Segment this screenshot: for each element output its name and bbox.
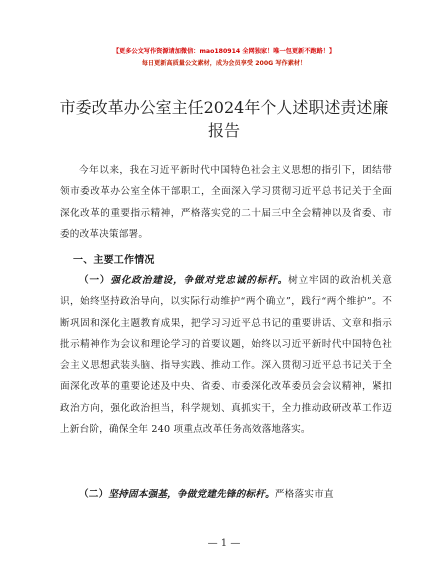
subsection-2-label: （二） (79, 489, 109, 500)
promo-banner-line2: 每日更新高质量公文素材，成为会员享受 200G 写作素材！ (141, 60, 307, 67)
subsection-1-body: 树立牢固的政治机关意识，始终坚持政治导向，以实际行动维护“两个确立”，践行“两个维护”。不断巩固和深化主题教育成果，把学习习近平总书记的重要讲话、文章和指示批示精神作为会议和理论学习的首要议题，始终以习近平新时代中国特色社会主义思想武装头脑、指导实践、推动工作。深入贯彻习近平总书记关于全面深化改革的重要论述及中央、省委、市委深化改革委员会会议精神，紧扣政治方向，强化政治担当，科学规划、真抓实干，全力推动政研改革工作迈上新台阶，确保全年 240 项重点改革任务高效落地落实。 (60, 275, 392, 436)
subsection-1-paragraph (60, 270, 392, 440)
subsection-1-label: （一） (79, 275, 111, 286)
document-title-line1: 市委改革办公室主任2024年个人述职述责述廉 (59, 98, 389, 117)
promo-banner-line1: 【更多公文写作资源请加微信：mao180914 全网独家！唯一包更新不跑路！】 (112, 48, 336, 55)
subsection-2-lead: 坚持固本强基，争做党建先锋的标杆。 (108, 489, 275, 500)
intro-paragraph: 今年以来，我在习近平新时代中国特色社会主义思想的指引下，团结带领市委改革办公室全体干部职工，全面深入学习贯彻习近平总书记关于全面深化改革的重要指示精神，严格落实党的二十届三中全会精神以及省委、市委的改革决策部署。 (60, 165, 392, 240)
subsection-2-body: 严格落实市直 (274, 489, 334, 500)
page-number: — 1 — (207, 538, 241, 549)
subsection-2-paragraph (60, 484, 392, 505)
section-heading: 一、主要工作情况 (73, 255, 155, 266)
document-title-line2: 报告 (207, 121, 240, 140)
subsection-1-lead: 强化政治建设，争做对党忠诚的标杆。 (110, 275, 289, 286)
